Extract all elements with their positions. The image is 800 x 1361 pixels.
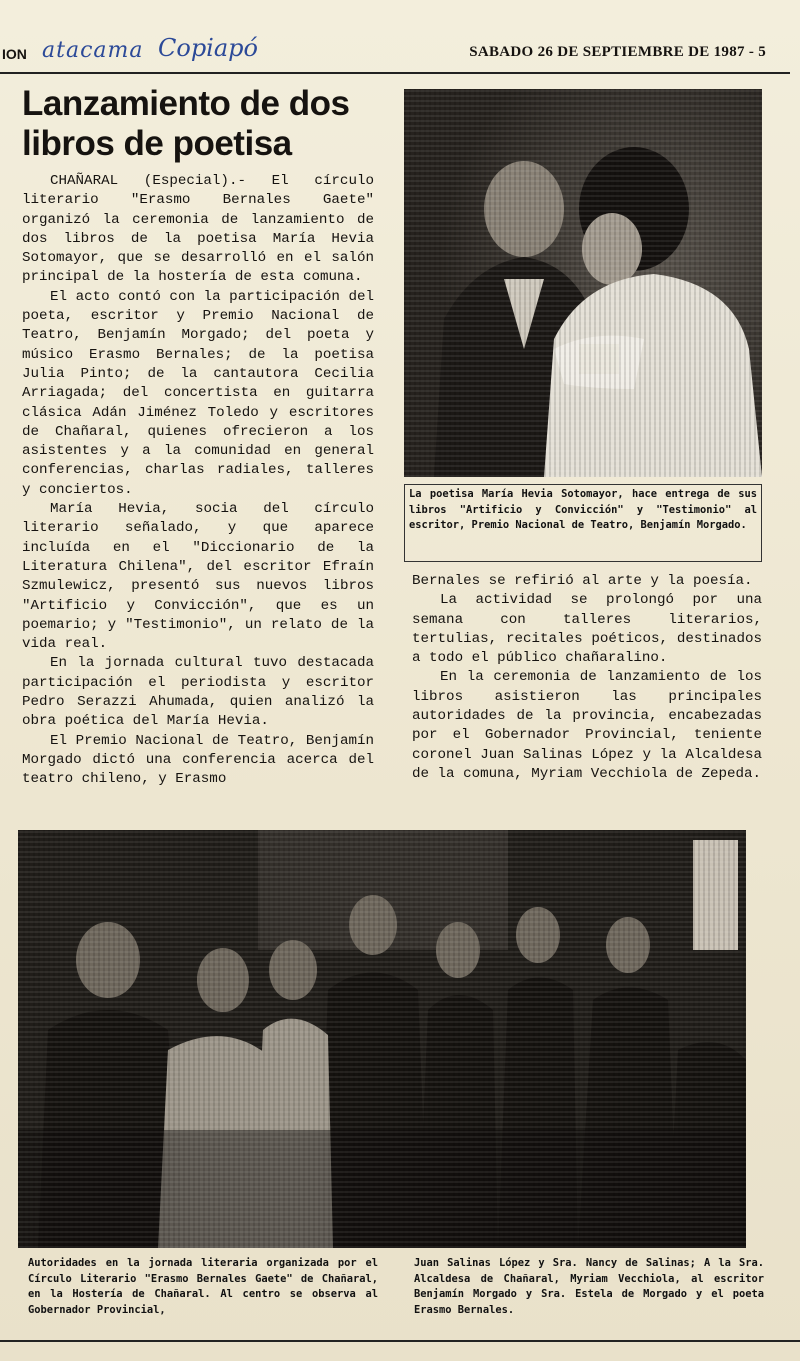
paragraph: La actividad se prolongó por una semana con talleres literarios, tertulias, recitales poéticos, destinados a todo el público chañaralino. (412, 592, 762, 667)
article-column-left (22, 172, 374, 790)
handwritten-city: Copiapó (158, 34, 258, 62)
paragraph: El Premio Nacional de Teatro, Benjamín Morgado dictó una conferencia acerca del teatro chileno, y Erasmo (22, 732, 374, 788)
photo-caption-bottom-right: Juan Salinas López y Sra. Nancy de Salinas; A la Sra. Alcaldesa de Chañaral, Myriam Vecchiola, al escritor Benjamín Morgado y Sra. Estela de Morgado y el poeta Erasmo Bernales. (414, 1257, 764, 1316)
photo-authorities-audience (18, 830, 746, 1248)
paragraph: María Hevia, socia del círculo literario señalado, y que aparece incluída en el "Diccionario de la Literatura Chilena", del escritor Efraín Szmulewicz, presentó sus nuevos libros "Artificio y Convicción", que es un poemario; y "Testimonio", un relato de la vida real. (22, 501, 374, 653)
paragraph: En la jornada cultural tuvo destacada participación el periodista y escritor Pedro Serazzi Ahumada, quien analizó la obra poética del María Hevia. (22, 655, 374, 730)
photo-image (404, 89, 762, 477)
paragraph: En la ceremonia de lanzamiento de los libros asistieron las principales autoridades de la provincia, encabezadas por el Gobernador Provincial, teniente coronel Juan Salinas López y la Alcaldesa de la comuna, Myriam Vecchiola de Zepeda. (412, 669, 762, 782)
photo-caption-top: La poetisa María Hevia Sotomayor, hace entrega de sus libros "Artificio y Convicción" y "Testimonio" al escritor, Premio Nacional de Teatro, Benjamín Morgado. (404, 484, 762, 562)
photo-poet-handing-books (404, 89, 762, 477)
photo-caption-bottom-left: Autoridades en la jornada literaria organizada por el Círculo Literario "Erasmo Bernales Gaete" de Chañaral, en la Hostería de Chañaral. Al centro se observa al Gobernador Provincial, (28, 1257, 378, 1316)
article-column-right (412, 572, 762, 784)
bottom-rule (0, 1340, 800, 1342)
headline: Lanzamiento de dos libros de poetisa (22, 84, 350, 163)
paragraph: Bernales se refirió al arte y la poesía. (412, 573, 753, 589)
photo-image (18, 830, 746, 1248)
handwritten-place: atacama (42, 38, 144, 63)
section-fragment: ION (2, 46, 27, 62)
date-page-line: SABADO 26 DE SEPTIEMBRE DE 1987 - 5 (469, 44, 766, 60)
paragraph: CHAÑARAL (Especial).- El círculo literario "Erasmo Bernales Gaete" organizó la ceremonia de lanzamiento de dos libros de la poetisa María Hevia Sotomayor, que se desarrolló en el salón principal de la hostería de esta comuna. (22, 173, 374, 286)
page-header (0, 32, 790, 74)
paragraph: El acto contó con la participación del poeta, escritor y Premio Nacional de Teatro, Benjamín Morgado; del poeta y músico Erasmo Bernales; de la poetisa Julia Pinto; de la cantautora Cecilia Arriagada; del concertista en guitarra clásica Adán Jiménez Toledo y escritores de Chañaral, quienes ofrecieron a los asistentes y a la comunidad en general conferencias, charlas radiales, talleres y conciertos. (22, 288, 374, 498)
